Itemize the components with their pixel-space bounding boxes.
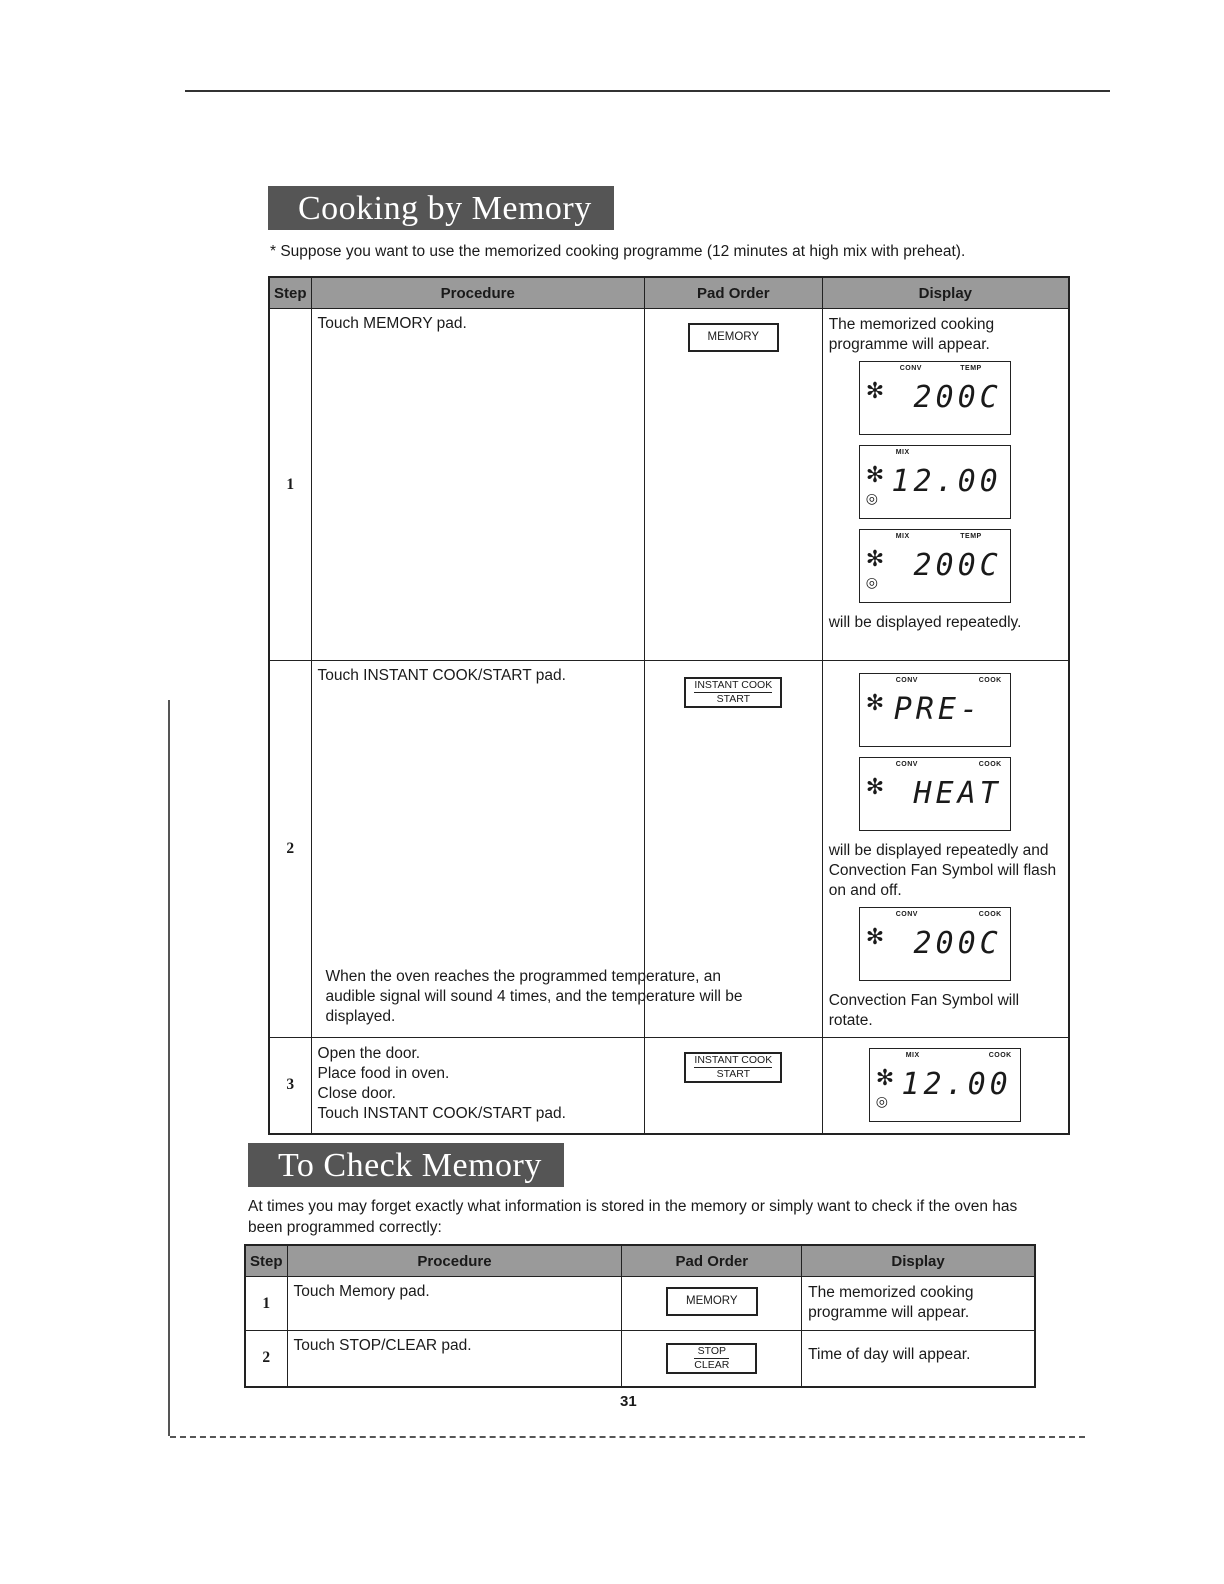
lcd-indicator: COOK <box>978 761 1002 768</box>
lcd-display <box>869 1048 1021 1122</box>
instant-cook-start-pad[interactable] <box>684 1052 782 1083</box>
pad-order-cell <box>644 309 822 661</box>
door-icon: ◎ <box>865 574 878 590</box>
lcd-indicator: TEMP <box>960 365 982 372</box>
lcd-indicator: COOK <box>978 677 1002 684</box>
lcd-indicator: CONV <box>895 761 918 768</box>
header-procedure: Procedure <box>287 1245 622 1277</box>
header-step: Step <box>269 277 311 309</box>
pad-order-cell <box>622 1331 802 1387</box>
procedure-line: Touch INSTANT COOK/START pad. <box>317 1105 566 1122</box>
table-header-row <box>245 1245 1035 1277</box>
lcd-display <box>859 361 1011 435</box>
pad-label: INSTANT COOK <box>694 679 773 691</box>
step-number: 2 <box>269 661 311 1038</box>
step-procedure: Touch STOP/CLEAR pad. <box>287 1331 622 1387</box>
step-procedure: Touch Memory pad. <box>287 1277 622 1331</box>
display-cell <box>822 661 1069 1038</box>
table-row <box>245 1331 1035 1387</box>
step-number: 3 <box>269 1038 311 1134</box>
table-row <box>269 661 1069 1038</box>
lcd-readout: 200C <box>913 548 1002 583</box>
step-procedure: Touch MEMORY pad. <box>311 309 644 661</box>
display-cell: Time of day will appear. <box>802 1331 1035 1387</box>
display-cell <box>822 1038 1069 1134</box>
fan-icon: ✻ <box>865 378 885 403</box>
lcd-readout: PRE- <box>893 692 982 727</box>
lcd-indicator: MIX <box>895 533 910 540</box>
table-row <box>269 309 1069 661</box>
header-pad-order: Pad Order <box>622 1245 802 1277</box>
lcd-readout: 200C <box>913 926 1002 961</box>
procedure-line: Open the door. <box>317 1045 421 1062</box>
lcd-display <box>859 907 1011 981</box>
pad-sublabel: START <box>694 692 772 706</box>
instant-cook-start-pad[interactable] <box>684 677 782 708</box>
lcd-indicator: CONV <box>895 911 918 918</box>
section-title-to-check-memory: To Check Memory <box>248 1143 564 1187</box>
left-rule <box>168 700 170 1436</box>
check-procedure-table <box>244 1244 1036 1388</box>
fan-icon: ✻ <box>865 462 885 487</box>
page-number: 31 <box>620 1393 637 1410</box>
step-number: 2 <box>245 1331 287 1387</box>
memory-intro: * Suppose you want to use the memorized cooking programme (12 minutes at high mix with preheat). <box>270 243 966 260</box>
pad-label: INSTANT COOK <box>694 1054 773 1066</box>
step-number: 1 <box>269 309 311 661</box>
memory-procedure-table <box>268 276 1070 1135</box>
bottom-rule <box>170 1436 1085 1438</box>
stop-clear-pad[interactable] <box>666 1343 757 1374</box>
display-cell: The memorized cooking programme will appear. <box>802 1277 1035 1331</box>
fan-icon: ✻ <box>865 546 885 571</box>
pad-label: STOP <box>697 1345 726 1357</box>
lcd-indicator: TEMP <box>960 533 982 540</box>
procedure-line: Close door. <box>317 1085 396 1102</box>
display-cell <box>822 309 1069 661</box>
lcd-indicator: COOK <box>988 1052 1012 1059</box>
header-procedure: Procedure <box>311 277 644 309</box>
pad-order-cell <box>622 1277 802 1331</box>
memory-pad[interactable]: MEMORY <box>666 1287 758 1316</box>
lcd-readout: 200C <box>913 380 1002 415</box>
display-note: The memorized cooking programme will appear. <box>828 316 995 353</box>
lcd-readout: 12.00 <box>891 464 1002 499</box>
display-footer: Convection Fan Symbol will rotate. <box>828 992 1020 1029</box>
lcd-readout: 12.00 <box>901 1067 1012 1102</box>
fan-icon: ✻ <box>875 1065 895 1090</box>
lcd-display <box>859 445 1011 519</box>
top-rule <box>185 90 1110 92</box>
display-footer: will be displayed repeatedly. <box>828 614 1022 631</box>
check-intro: At times you may forget exactly what information is stored in the memory or simply want to check if the oven has been programmed correctly: <box>248 1198 1018 1236</box>
pad-sublabel: CLEAR <box>694 1359 730 1371</box>
fan-icon: ✻ <box>865 774 885 799</box>
procedure-line: Place food in oven. <box>317 1065 450 1082</box>
step-procedure: Touch INSTANT COOK/START pad. <box>317 667 566 684</box>
lcd-readout: HEAT <box>913 776 1002 811</box>
door-icon: ◎ <box>875 1093 888 1109</box>
step-procedure-extra: When the oven reaches the programmed temperature, an audible signal will sound 4 times, and the temperature will be displayed. <box>325 968 743 1025</box>
header-pad-order: Pad Order <box>644 277 822 309</box>
fan-icon: ✻ <box>865 690 885 715</box>
step-procedure-cell <box>311 661 743 1038</box>
lcd-indicator: CONV <box>899 365 922 372</box>
lcd-indicator: CONV <box>895 677 918 684</box>
section-title-cooking-by-memory: Cooking by Memory <box>268 186 614 230</box>
memory-pad[interactable]: MEMORY <box>688 323 780 352</box>
fan-icon: ✻ <box>865 924 885 949</box>
lcd-display <box>859 757 1011 831</box>
lcd-indicator: MIX <box>905 1052 920 1059</box>
step-number: 1 <box>245 1277 287 1331</box>
step-procedure-cell <box>311 1038 644 1134</box>
table-row <box>269 1038 1069 1134</box>
pad-sublabel: START <box>694 1067 772 1081</box>
header-display: Display <box>822 277 1069 309</box>
lcd-indicator: COOK <box>978 911 1002 918</box>
table-header-row <box>269 277 1069 309</box>
lcd-indicator: MIX <box>895 449 910 456</box>
lcd-display <box>859 529 1011 603</box>
door-icon: ◎ <box>865 490 878 506</box>
pad-order-cell <box>644 1038 822 1134</box>
display-note: will be displayed repeatedly and Convection Fan Symbol will flash on and off. <box>828 842 1057 899</box>
lcd-display <box>859 673 1011 747</box>
table-row <box>245 1277 1035 1331</box>
header-display: Display <box>802 1245 1035 1277</box>
header-step: Step <box>245 1245 287 1277</box>
